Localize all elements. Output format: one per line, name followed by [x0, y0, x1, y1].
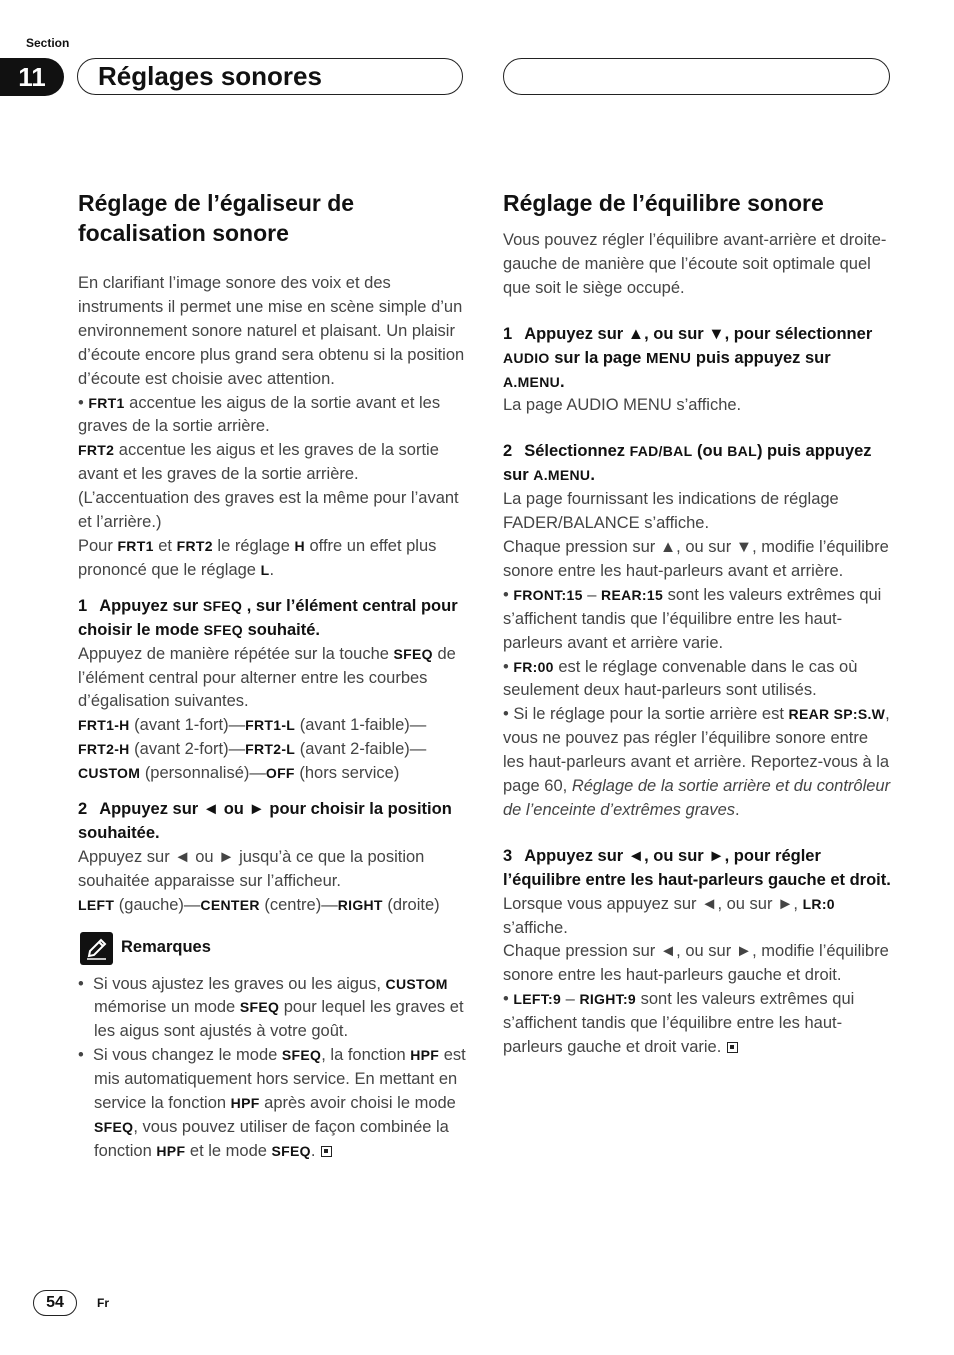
- text: (avant 2-faible)—: [299, 740, 427, 759]
- position-line: [78, 894, 468, 918]
- text: sur la page: [554, 348, 642, 367]
- text: (droite): [387, 895, 440, 914]
- text: (avant 1-fort)—: [134, 716, 246, 735]
- key: HPF: [230, 1095, 260, 1112]
- note-1: [78, 973, 468, 1045]
- text: de l’élément central pour alterner entre les courbes d’égalisation suivantes.: [78, 644, 456, 711]
- bullet: •: [503, 585, 509, 604]
- text: et le mode: [189, 1141, 267, 1160]
- text: –: [565, 990, 575, 1009]
- text: .: [560, 372, 565, 391]
- key: SFEQ: [239, 999, 280, 1016]
- key: SFEQ: [271, 1142, 311, 1159]
- text: s’affiche.: [503, 918, 568, 937]
- left-frt-note: [78, 535, 468, 583]
- end-mark-icon: [321, 1146, 332, 1157]
- text: (ou: [697, 442, 723, 461]
- text: et: [158, 536, 173, 555]
- text: Pour: [78, 536, 113, 555]
- key: OFF: [265, 765, 295, 782]
- key: FRT1-H: [78, 717, 130, 734]
- key: BAL: [727, 443, 757, 460]
- key: CUSTOM: [385, 975, 448, 992]
- text: le réglage: [217, 536, 290, 555]
- text: , vous ne pouvez pas régler l’équilibre sonore entre les haut-parleurs avant et arrière. Reportez-vous à la page 60,: [503, 705, 890, 796]
- text: sont les valeurs extrêmes qui s’affichent tandis que l’équilibre entre les haut-parleurs avant et arrière varie.: [503, 585, 882, 652]
- left-bullet-frt1: [78, 392, 468, 440]
- right-heading: Réglage de l’équilibre sonore: [503, 190, 824, 216]
- key: A.MENU: [533, 467, 591, 484]
- key: FAD/BAL: [629, 443, 693, 460]
- text: (personnalisé)—: [144, 764, 266, 783]
- right-step-1-desc: La page AUDIO MENU s’affiche.: [503, 396, 742, 415]
- notes-header: [80, 932, 468, 965]
- notes-title: Remarques: [121, 938, 211, 957]
- text: (avant 1-faible)—: [299, 716, 427, 735]
- key: FRT2-H: [78, 741, 130, 758]
- right-bullet-fr00: [503, 656, 891, 704]
- note-2: [78, 1044, 468, 1164]
- key: REAR SP:S.W: [788, 706, 886, 723]
- curve-line-3: [78, 762, 468, 786]
- text: , sur l’élément central pour choisir le mode: [78, 596, 458, 639]
- left-step-1: [78, 595, 468, 643]
- bullet: •: [78, 1046, 84, 1065]
- right-step-3-desc-2: Chaque pression sur ◄, ou sur ►, modifie l’équilibre sonore entre les haut-parleurs gauche et droit.: [503, 942, 889, 985]
- right-step-2: [503, 440, 891, 488]
- step-number: 1: [78, 596, 88, 615]
- text: après avoir choisi le mode: [264, 1094, 456, 1113]
- page-number: 54: [33, 1290, 77, 1316]
- key: L: [260, 561, 270, 578]
- bullet: •: [503, 990, 509, 1009]
- text: .: [269, 560, 275, 579]
- cross-reference: Réglage de la sortie arrière et du contrôleur de l’enceinte d’extrêmes graves: [503, 777, 891, 819]
- key: FRT2-L: [245, 741, 296, 758]
- right-column: [503, 188, 891, 1060]
- curve-line-2: [78, 738, 468, 762]
- key: SFEQ: [94, 1119, 134, 1135]
- text: .: [310, 1141, 316, 1160]
- text: (avant 2-fort)—: [134, 740, 246, 759]
- right-step-3-desc-1: [503, 893, 891, 941]
- text: , la fonction: [321, 1046, 406, 1065]
- curve-line-1: [78, 714, 468, 738]
- right-bullet-front-rear: [503, 584, 891, 656]
- key: LEFT:9: [513, 991, 562, 1008]
- left-heading-line1: Réglage de l’égaliseur de: [78, 190, 355, 216]
- key: RIGHT:9: [579, 991, 637, 1008]
- text: Appuyez sur ▲, ou sur ▼, pour sélectionner: [524, 324, 873, 343]
- text: offre un effet plus prononcé que le réglage: [78, 536, 437, 579]
- key: LR:0: [802, 895, 835, 912]
- step-number: 2: [503, 442, 513, 461]
- text: , vous pouvez utiliser de façon combinée la fonction: [94, 1118, 449, 1160]
- key: MENU: [645, 349, 692, 367]
- key: SFEQ: [393, 645, 433, 662]
- key: HPF: [410, 1047, 440, 1064]
- key: RIGHT: [337, 896, 383, 913]
- text: souhaité.: [247, 620, 320, 639]
- note-pencil-icon: [80, 932, 113, 965]
- key: FR:00: [513, 658, 554, 675]
- key: H: [294, 537, 305, 554]
- text: accentue les aigus de la sortie avant et les graves de la sortie arrière.: [78, 393, 441, 436]
- left-heading-line2: focalisation sonore: [78, 220, 289, 246]
- left-step-2-desc: Appuyez sur ◄ ou ► jusqu’à ce que la position souhaitée apparaisse sur l’afficheur.: [78, 847, 425, 890]
- text: .: [735, 800, 740, 819]
- key: A.MENU: [503, 373, 561, 390]
- key: LEFT: [78, 896, 115, 913]
- text: –: [587, 585, 597, 604]
- text: .: [590, 466, 595, 485]
- text: Appuyez sur: [99, 596, 199, 615]
- text: Appuyez sur ◄, ou sur ►, pour régler l’équilibre entre les haut-parleurs gauche et droit.: [503, 846, 891, 889]
- key: FRT2: [176, 537, 213, 554]
- right-bullet-left-right: [503, 988, 891, 1060]
- right-step-2-desc-2: Chaque pression sur ▲, ou sur ▼, modifie l’équilibre sonore entre les haut-parleurs avant et arrière.: [503, 537, 889, 580]
- text: Sélectionnez: [524, 442, 626, 461]
- header-blank-frame: [503, 58, 890, 95]
- bullet: •: [503, 705, 509, 724]
- text: pour lequel les graves et les aigus sont ajustés à votre goût.: [94, 998, 464, 1041]
- left-heading: [78, 188, 468, 248]
- right-step-1: [503, 323, 891, 395]
- text: Appuyez sur ◄ ou ► pour choisir la position souhaitée.: [78, 800, 452, 842]
- key: REAR:15: [601, 586, 664, 603]
- text: Si vous ajustez les graves ou les aigus,: [92, 974, 381, 993]
- right-bullet-rear-sp: [503, 703, 891, 823]
- key: SFEQ: [203, 621, 243, 638]
- left-step-1-desc: [78, 643, 468, 715]
- text: (gauche)—: [118, 895, 201, 914]
- text: Lorsque vous appuyez sur ◄, ou sur ►,: [503, 894, 798, 913]
- language-label: Fr: [97, 1296, 109, 1310]
- bullet: •: [78, 393, 84, 412]
- text: Si vous changez le mode: [92, 1046, 278, 1065]
- key-frt1: FRT1: [88, 394, 125, 411]
- left-bullet-frt2: [78, 439, 468, 535]
- key: FRONT:15: [513, 586, 583, 603]
- key: FRT1-L: [245, 717, 296, 734]
- key: SFEQ: [281, 1047, 322, 1064]
- key: SFEQ: [202, 597, 243, 614]
- text: accentue les aigus et les graves de la sortie avant et les graves de la sortie arrière. (L’accentuation des graves est la même pour l’avant et l’arrière.): [78, 441, 459, 532]
- text: puis appuyez sur: [695, 348, 831, 367]
- step-number: 3: [503, 846, 513, 865]
- key: CENTER: [200, 896, 260, 913]
- right-step-2-desc-1: La page fournissant les indications de réglage FADER/BALANCE s’affiche.: [503, 490, 839, 533]
- text: est mis automatiquement hors service. En mettant en service la fonction: [94, 1046, 466, 1113]
- key: CUSTOM: [78, 765, 141, 782]
- text: sont les valeurs extrêmes qui s’affichent tandis que l’équilibre entre les haut-parleurs gauche et droit varie.: [503, 990, 855, 1057]
- key: FRT1: [117, 537, 154, 554]
- section-number-badge: 11: [0, 58, 64, 96]
- right-intro: Vous pouvez régler l’équilibre avant-arrière et droite-gauche de manière que l’écoute soit optimale quel que soit le siège occupé.: [503, 231, 887, 297]
- text: (hors service): [299, 764, 400, 783]
- key: HPF: [156, 1142, 186, 1159]
- bullet: •: [503, 657, 509, 676]
- step-number: 1: [503, 324, 513, 343]
- right-step-3: [503, 845, 891, 893]
- left-intro: En clarifiant l’image sonore des voix et des instruments il permet une mise en scène simple d’un environnement sonore naturel et plaisant. Un plaisir d’écoute encore plus grand sera obtenu si la position d’écoute est choisie avec attention.: [78, 274, 465, 388]
- left-step-2: [78, 798, 468, 846]
- end-mark-icon: [727, 1042, 738, 1053]
- text: est le réglage convenable dans le cas où seulement deux haut-parleurs sont utilisés.: [503, 657, 858, 700]
- bullet: •: [78, 974, 84, 993]
- key-frt2: FRT2: [78, 442, 115, 459]
- text: Appuyez de manière répétée sur la touche: [78, 644, 389, 663]
- left-column: [78, 188, 468, 1164]
- step-number: 2: [78, 800, 88, 819]
- section-label: Section: [26, 36, 70, 50]
- key: AUDIO: [503, 349, 550, 366]
- text: Si le réglage pour la sortie arrière est: [513, 705, 784, 724]
- page-title: Réglages sonores: [98, 61, 322, 91]
- text: mémorise un mode: [94, 998, 236, 1017]
- text: (centre)—: [264, 895, 338, 914]
- text: ) puis appuyez sur: [503, 442, 872, 485]
